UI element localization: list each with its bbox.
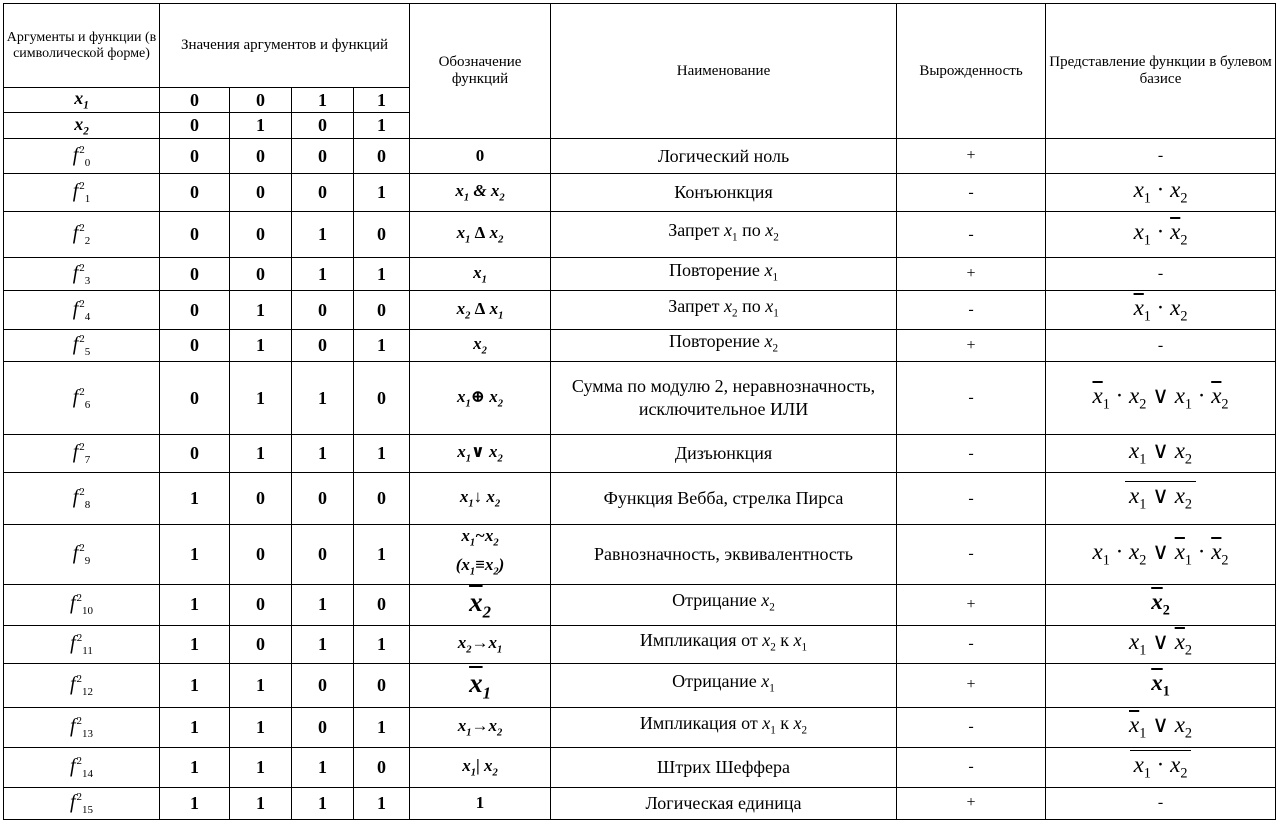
boolean-representation: $\overline{x}_2$: [1046, 584, 1276, 625]
function-row: [4, 362, 1276, 435]
function-label: $f^2_4$: [4, 291, 160, 330]
header-args-funcs: Аргументы и функции (в символической форме): [4, 4, 160, 88]
function-notation: $x_1\to x_2$: [410, 707, 551, 747]
function-row: [4, 291, 1276, 330]
degeneracy-mark: -: [897, 362, 1046, 435]
function-name: Импликация от $x_2$ к $x_1$: [551, 625, 897, 663]
function-value: 0: [160, 435, 230, 473]
function-value: 0: [230, 212, 292, 258]
degeneracy-mark: -: [897, 747, 1046, 787]
function-label: $f^2_{11}$: [4, 625, 160, 663]
function-value: 0: [354, 584, 410, 625]
function-value: 0: [292, 473, 354, 525]
function-label: $f^2_{15}$: [4, 787, 160, 819]
degeneracy-mark: -: [897, 525, 1046, 585]
function-notation: $x_1\sim x_2$ $(x_1\equiv x_2)$: [410, 525, 551, 585]
function-value: 1: [230, 787, 292, 819]
function-row: [4, 584, 1276, 625]
function-notation: $x_1|$ $x_2$: [410, 747, 551, 787]
function-value: 1: [354, 525, 410, 585]
function-value: 0: [160, 291, 230, 330]
function-name: Логический ноль: [551, 139, 897, 174]
function-row: [4, 435, 1276, 473]
function-value: 1: [292, 212, 354, 258]
boolean-representation: $x_1$ ∨ $\overline{x}_2$: [1046, 625, 1276, 663]
function-value: 0: [230, 625, 292, 663]
boolean-representation: $x_1$ ∨ $x_2$: [1046, 435, 1276, 473]
function-value: 1: [292, 258, 354, 291]
function-name: Отрицание $x_1$: [551, 663, 897, 707]
degeneracy-mark: +: [897, 258, 1046, 291]
function-value: 0: [354, 663, 410, 707]
function-notation: $x_1↓$ $x_2$: [410, 473, 551, 525]
function-name: Равнозначность, эквивалентность: [551, 525, 897, 585]
function-value: 1: [160, 787, 230, 819]
function-value: 1: [160, 473, 230, 525]
function-value: 0: [230, 139, 292, 174]
function-label: $f^2_{10}$: [4, 584, 160, 625]
degeneracy-mark: +: [897, 663, 1046, 707]
function-name: Отрицание $x_2$: [551, 584, 897, 625]
header-name: Наименование: [551, 4, 897, 139]
function-value: 1: [292, 787, 354, 819]
function-name: Запрет $x_2$ по $x_1$: [551, 291, 897, 330]
function-name: Импликация от $x_1$ к $x_2$: [551, 707, 897, 747]
function-label: $f^2_3$: [4, 258, 160, 291]
header-representation: Представление функции в булевом базисе: [1046, 4, 1276, 139]
function-name: Функция Вебба, стрелка Пирса: [551, 473, 897, 525]
function-name: Логическая единица: [551, 787, 897, 819]
function-value: 0: [354, 362, 410, 435]
boolean-representation: -: [1046, 787, 1276, 819]
function-value: 1: [230, 330, 292, 362]
arg-x2-value: 1: [354, 113, 410, 139]
function-value: 0: [292, 174, 354, 212]
degeneracy-mark: -: [897, 435, 1046, 473]
boolean-representation: -: [1046, 330, 1276, 362]
function-notation: $x_1$ Δ $x_2$: [410, 212, 551, 258]
header-row: [4, 4, 1276, 88]
degeneracy-mark: +: [897, 787, 1046, 819]
function-value: 0: [292, 525, 354, 585]
boolean-representation: $\overline{x}_1$: [1046, 663, 1276, 707]
function-label: $f^2_9$: [4, 525, 160, 585]
function-notation: $x_1$ & $x_2$: [410, 174, 551, 212]
function-notation: $x_1$: [410, 258, 551, 291]
function-label: $f^2_0$: [4, 139, 160, 174]
function-notation: 1: [410, 787, 551, 819]
function-value: 1: [354, 787, 410, 819]
degeneracy-mark: -: [897, 174, 1046, 212]
function-row: [4, 174, 1276, 212]
arg-x1-value: 1: [354, 88, 410, 113]
function-value: 0: [292, 663, 354, 707]
arg-x1-value: 0: [230, 88, 292, 113]
function-value: 0: [160, 258, 230, 291]
function-row: [4, 787, 1276, 819]
function-label: $f^2_2$: [4, 212, 160, 258]
function-value: 0: [160, 212, 230, 258]
function-notation: $x_1\vee$ $x_2$: [410, 435, 551, 473]
function-value: 0: [354, 212, 410, 258]
function-name: Дизъюнкция: [551, 435, 897, 473]
function-name: Повторение $x_1$: [551, 258, 897, 291]
boolean-representation: $x_1 \cdot x_2$: [1046, 174, 1276, 212]
function-label: $f^2_8$: [4, 473, 160, 525]
function-value: 1: [230, 663, 292, 707]
function-notation: $x_2$ Δ $x_1$: [410, 291, 551, 330]
function-value: 0: [230, 473, 292, 525]
degeneracy-mark: +: [897, 330, 1046, 362]
function-notation: $x_2$: [410, 330, 551, 362]
function-name: Повторение $x_2$: [551, 330, 897, 362]
function-value: 0: [354, 473, 410, 525]
negation-bar-group: $x_1 \cdot x_2$: [1130, 750, 1192, 785]
function-row: [4, 663, 1276, 707]
arg-x2-label: $x_2$: [4, 113, 160, 139]
function-value: 1: [354, 330, 410, 362]
function-value: 1: [160, 747, 230, 787]
function-row: [4, 473, 1276, 525]
function-label: $f^2_7$: [4, 435, 160, 473]
function-value: 1: [292, 625, 354, 663]
function-name: Конъюнкция: [551, 174, 897, 212]
function-label: $f^2_{13}$: [4, 707, 160, 747]
degeneracy-mark: -: [897, 473, 1046, 525]
function-notation: $\overline{x}_2$: [410, 584, 551, 625]
degeneracy-mark: -: [897, 291, 1046, 330]
function-value: 1: [354, 258, 410, 291]
degeneracy-mark: +: [897, 584, 1046, 625]
function-value: 1: [354, 625, 410, 663]
function-row: [4, 330, 1276, 362]
function-notation: $x_2\to x_1$: [410, 625, 551, 663]
header-notation: Обозначение функций: [410, 4, 551, 139]
function-label: $f^2_{14}$: [4, 747, 160, 787]
function-value: 0: [230, 525, 292, 585]
arg-x1-value: 1: [292, 88, 354, 113]
boolean-representation: $x_1 \cdot x_2$ ∨ $\overline{x}_1 \cdot \overline{x}_2$: [1046, 525, 1276, 585]
function-notation: $\overline{x}_1$: [410, 663, 551, 707]
function-value: 1: [160, 584, 230, 625]
function-value: 1: [230, 435, 292, 473]
boolean-representation: [1046, 473, 1276, 525]
function-name: Штрих Шеффера: [551, 747, 897, 787]
function-value: 0: [160, 362, 230, 435]
boolean-representation: $\overline{x}_1 \cdot x_2$ ∨ $x_1 \cdot \overline{x}_2$: [1046, 362, 1276, 435]
function-value: 1: [292, 362, 354, 435]
function-row: [4, 139, 1276, 174]
boolean-representation: -: [1046, 258, 1276, 291]
function-row: [4, 212, 1276, 258]
degeneracy-mark: -: [897, 212, 1046, 258]
boolean-representation: $x_1 \cdot \overline{x}_2$: [1046, 212, 1276, 258]
function-value: 1: [354, 174, 410, 212]
function-value: 1: [292, 435, 354, 473]
arg-x1-value: 0: [160, 88, 230, 113]
function-value: 1: [160, 707, 230, 747]
header-values: Значения аргументов и функций: [160, 4, 410, 88]
function-row: [4, 707, 1276, 747]
function-label: $f^2_{12}$: [4, 663, 160, 707]
function-value: 1: [292, 584, 354, 625]
function-value: 0: [230, 258, 292, 291]
function-row: [4, 625, 1276, 663]
function-value: 1: [354, 435, 410, 473]
boolean-representation: -: [1046, 139, 1276, 174]
function-value: 0: [292, 330, 354, 362]
degeneracy-mark: +: [897, 139, 1046, 174]
degeneracy-mark: -: [897, 625, 1046, 663]
arg-x1-label: $x_1$: [4, 88, 160, 113]
function-value: 1: [160, 663, 230, 707]
arg-x2-value: 0: [160, 113, 230, 139]
function-value: 0: [354, 139, 410, 174]
function-value: 0: [160, 174, 230, 212]
function-label: $f^2_5$: [4, 330, 160, 362]
arg-x2-value: 1: [230, 113, 292, 139]
negation-bar-group: $x_1$ ∨ $x_2$: [1125, 481, 1196, 516]
function-value: 0: [354, 747, 410, 787]
function-value: 1: [160, 525, 230, 585]
function-value: 0: [160, 330, 230, 362]
function-row: [4, 525, 1276, 585]
boolean-representation: $\overline{x}_1 \cdot x_2$: [1046, 291, 1276, 330]
function-value: 1: [230, 747, 292, 787]
arg-x2-value: 0: [292, 113, 354, 139]
function-row: [4, 747, 1276, 787]
function-row: [4, 258, 1276, 291]
boolean-representation: $\overline{x}_1$ ∨ $x_2$: [1046, 707, 1276, 747]
function-name: Сумма по модулю 2, неравнозначность, исключительное ИЛИ: [551, 362, 897, 435]
function-label: $f^2_6$: [4, 362, 160, 435]
function-value: 1: [230, 362, 292, 435]
function-value: 0: [160, 139, 230, 174]
function-name: Запрет $x_1$ по $x_2$: [551, 212, 897, 258]
function-value: 0: [292, 291, 354, 330]
boolean-functions-table: [3, 3, 1276, 820]
function-value: 0: [292, 707, 354, 747]
function-label: $f^2_1$: [4, 174, 160, 212]
boolean-representation: [1046, 747, 1276, 787]
degeneracy-mark: -: [897, 707, 1046, 747]
function-value: 1: [230, 707, 292, 747]
function-value: 1: [292, 747, 354, 787]
function-notation: $x_1\oplus$ $x_2$: [410, 362, 551, 435]
function-value: 0: [354, 291, 410, 330]
function-value: 1: [160, 625, 230, 663]
function-value: 0: [292, 139, 354, 174]
function-value: 1: [230, 291, 292, 330]
function-value: 0: [230, 174, 292, 212]
function-value: 0: [230, 584, 292, 625]
header-degeneracy: Вырожденность: [897, 4, 1046, 139]
function-value: 1: [354, 707, 410, 747]
function-notation: 0: [410, 139, 551, 174]
